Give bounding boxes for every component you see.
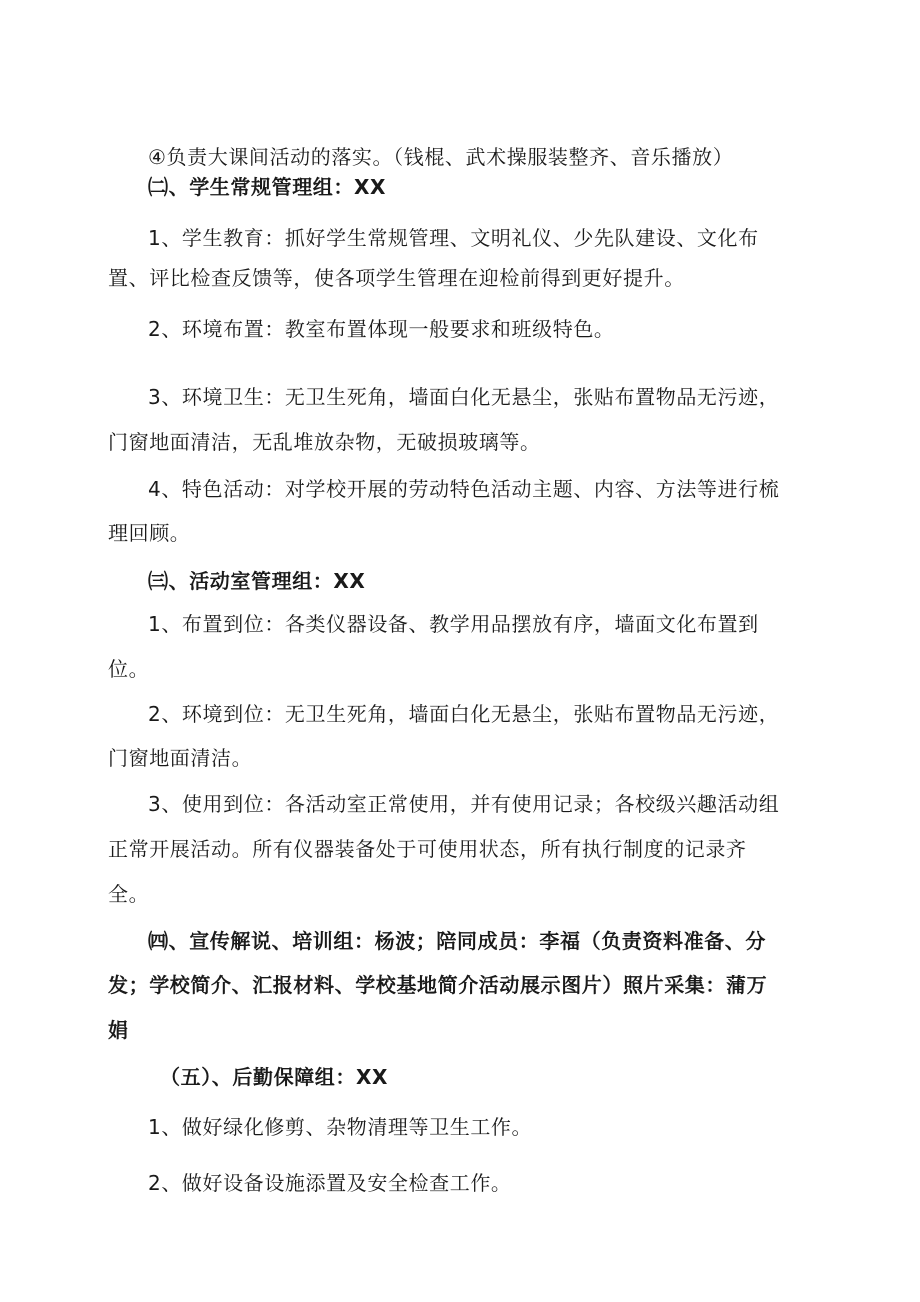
paragraph-line: 1、布置到位：各类仪器设备、教学用品摆放有序，墙面文化布置到 — [148, 612, 759, 636]
section-heading-continued: 娟 — [108, 1018, 129, 1042]
paragraph-line: 2、做好设备设施添置及安全检查工作。 — [148, 1171, 512, 1195]
paragraph-line: 全。 — [108, 882, 150, 906]
paragraph-line: 1、学生教育：抓好学生常规管理、文明礼仪、少先队建设、文化布 — [148, 226, 759, 250]
paragraph-line: 正常开展活动。所有仪器装备处于可使用状态，所有执行制度的记录齐 — [108, 837, 747, 861]
paragraph-line: 2、环境到位：无卫生死角，墙面白化无悬尘，张贴布置物品无污迹， — [148, 702, 780, 726]
paragraph-line: 3、环境卫生：无卫生死角，墙面白化无悬尘，张贴布置物品无污迹， — [148, 385, 780, 409]
section-heading: ㈣、宣传解说、培训组：杨波；陪同成员：李福（负责资料准备、分 — [148, 929, 766, 953]
section-heading: ㈢、活动室管理组：XX — [148, 569, 366, 593]
section-heading: （五）、后勤保障组：XX — [160, 1065, 389, 1089]
paragraph-line: 位。 — [108, 657, 150, 681]
paragraph-line: 置、评比检查反馈等，使各项学生管理在迎检前得到更好提升。 — [108, 266, 685, 290]
paragraph-line: 门窗地面清洁，无乱堆放杂物，无破损玻璃等。 — [108, 430, 541, 454]
paragraph-line: 2、环境布置：教室布置体现一般要求和班级特色。 — [148, 317, 615, 341]
paragraph-line: 1、做好绿化修剪、杂物清理等卫生工作。 — [148, 1115, 533, 1139]
paragraph-line: 3、使用到位：各活动室正常使用，并有使用记录；各校级兴趣活动组 — [148, 792, 780, 816]
paragraph-line: 4、特色活动：对学校开展的劳动特色活动主题、内容、方法等进行梳 — [148, 477, 780, 501]
paragraph-line: ④负责大课间活动的落实。（钱棍、武术操服装整齐、音乐播放） — [148, 145, 734, 169]
section-heading-continued: 发；学校简介、汇报材料、学校基地简介活动展示图片）照片采集：蒲万 — [108, 973, 768, 997]
paragraph-line: 理回顾。 — [108, 521, 191, 545]
section-heading: ㈡、学生常规管理组：XX — [148, 175, 387, 199]
paragraph-line: 门窗地面清洁。 — [108, 746, 253, 770]
